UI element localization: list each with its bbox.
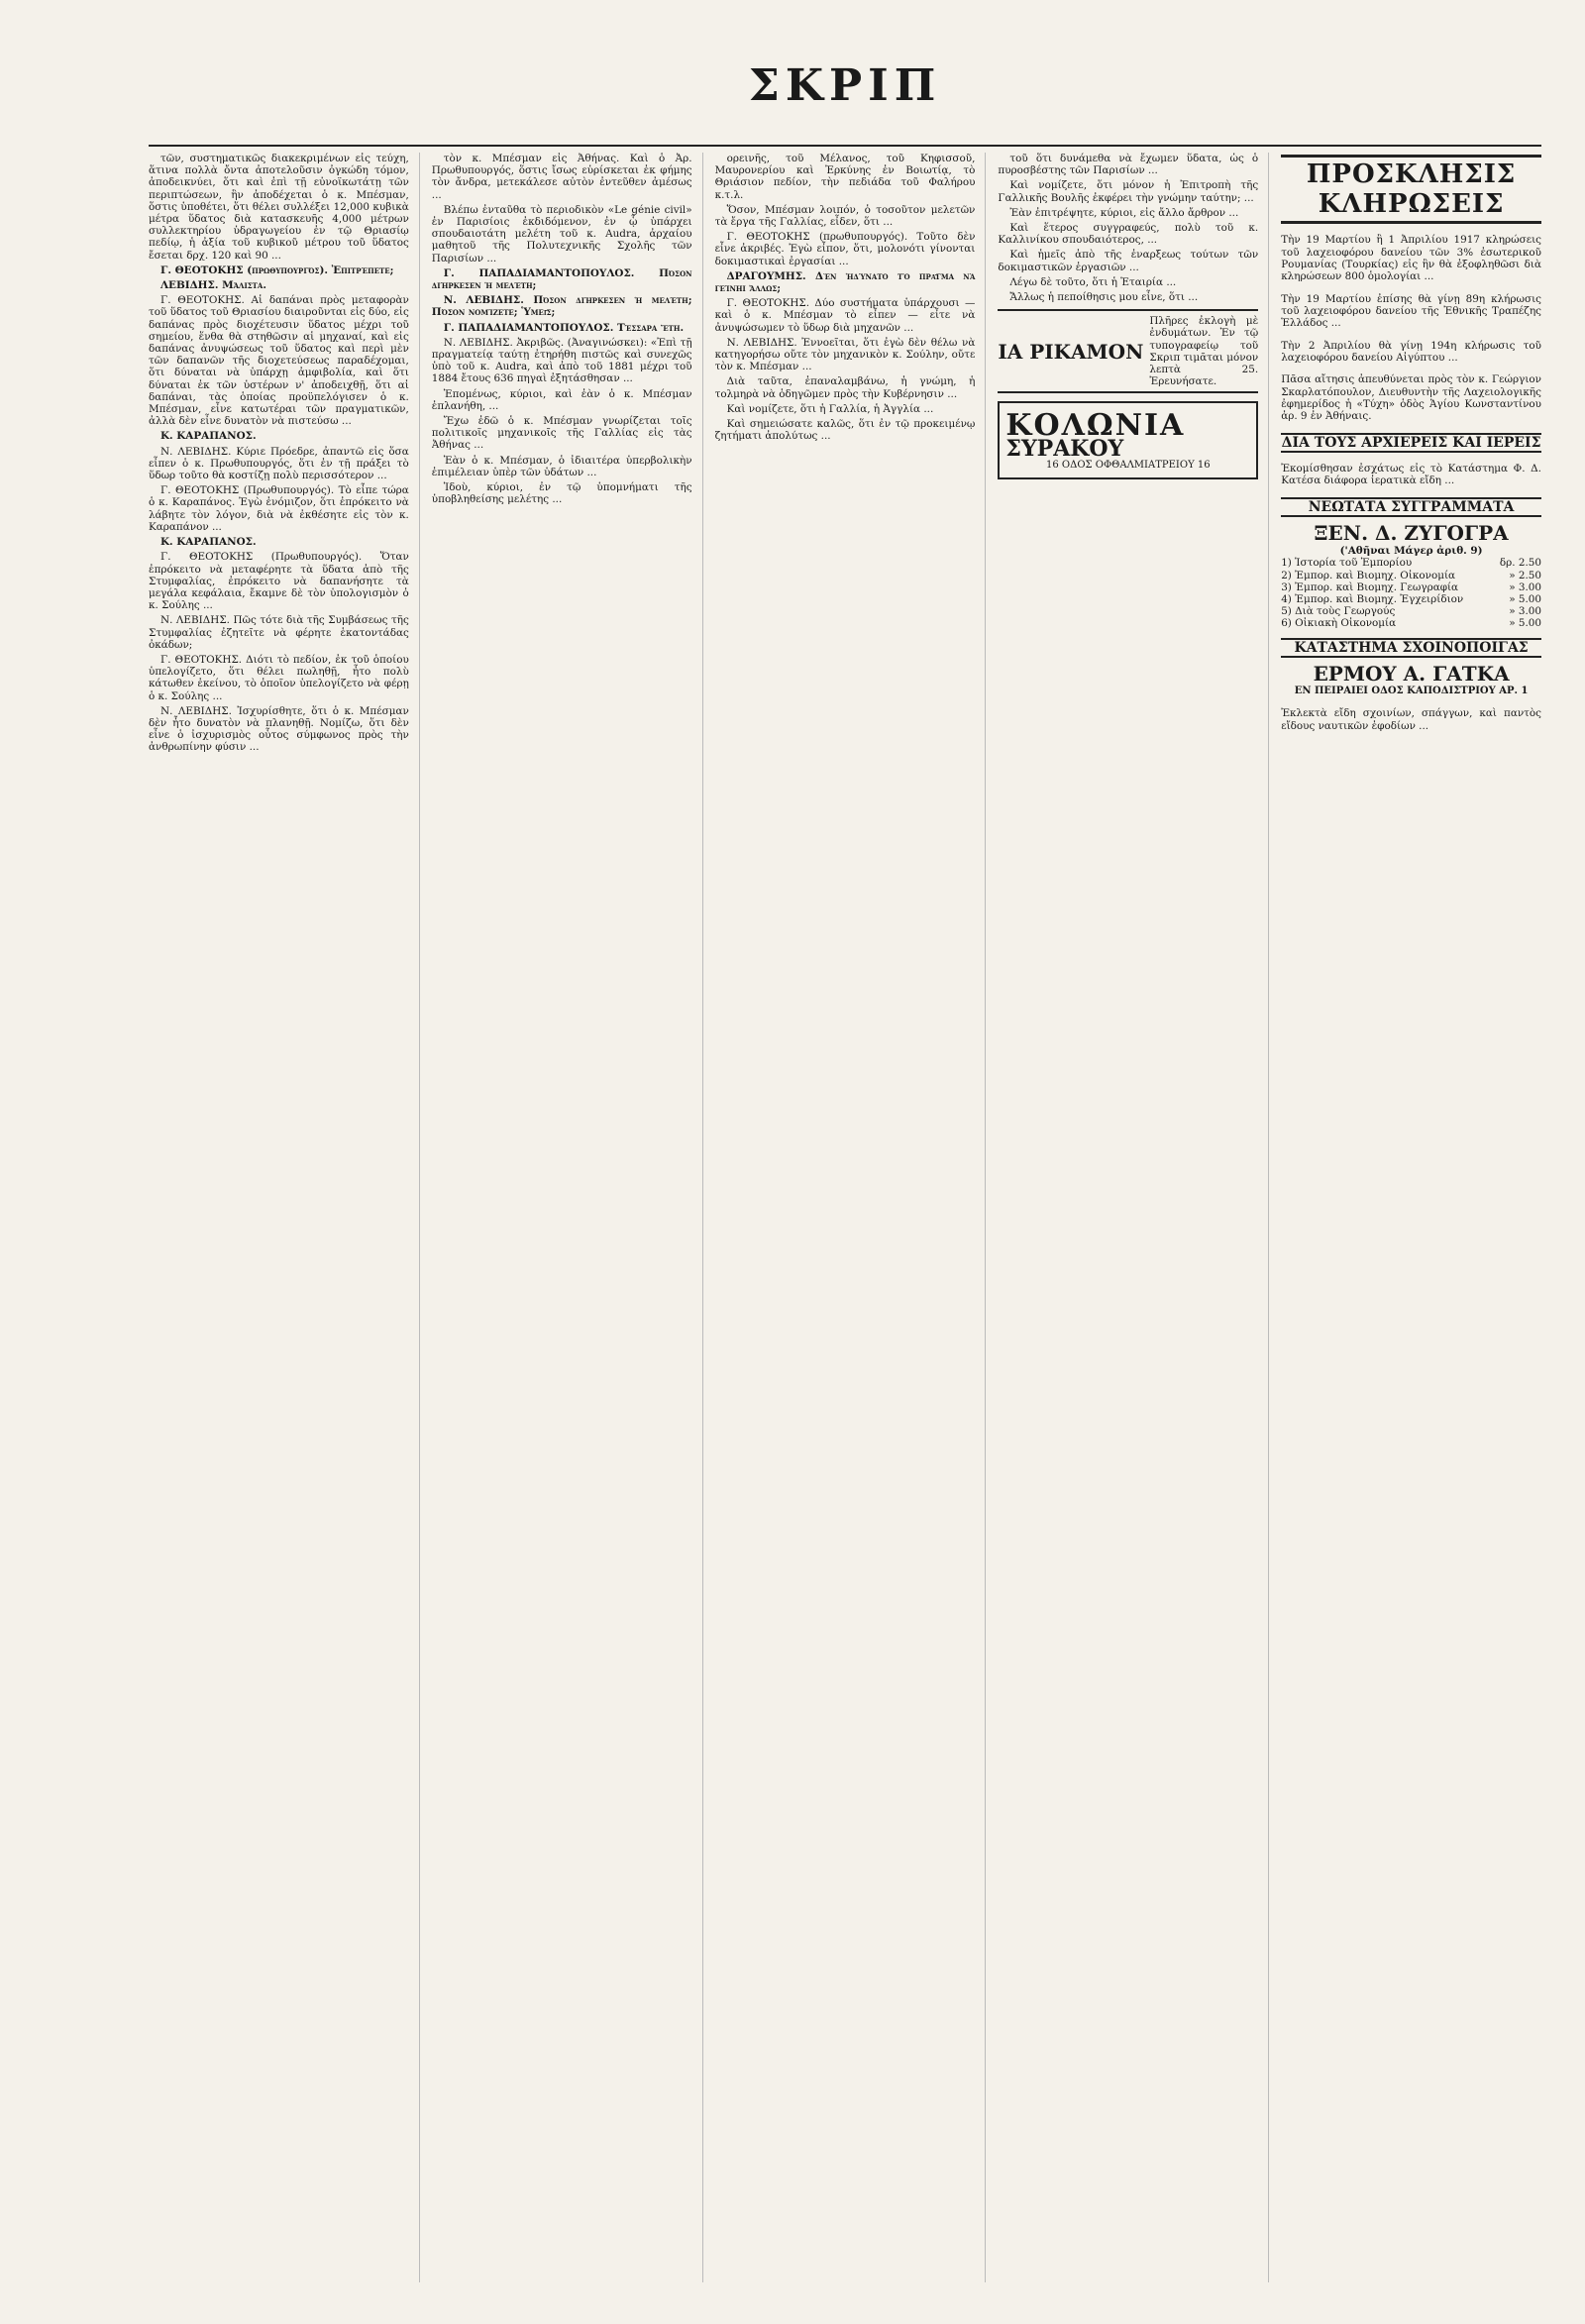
paragraph: Γ. ΘΕΟΤΟΚΗΣ. Διότι τὸ πεδίον, ἐκ τοῦ ὁποίου ὑπελογίζετο, ὅτι θέλει πωληθῇ, ἦτο πολὺ κάτωθεν ἐκείνου, τὸ ὁποῖον ὑπελογίζετο νὰ φέρῃ ὁ κ. Σούλης ... — [149, 653, 409, 702]
speaker-line: Ν. ΛΕΒΙΔΗΣ. Πόσον διήρκεσεν ἡ μελέτη; Πόσον νομίζετε; Ὑμεῖς; — [431, 294, 692, 319]
neotata-author: ΞΕΝ. Δ. ΖΥΓΟΓΡΑ — [1314, 521, 1509, 546]
paragraph: Ἔχω ἐδῶ ὁ κ. Μπέσμαν γνωρίζεται τοῖς πολιτικοῖς μηχανικοῖς τῆς Γαλλίας εἰς τὰς Ἀθήνας ... — [431, 415, 692, 452]
paragraph: Ἐκλεκτὰ εἴδη σχοινίων, σπάγγων, καὶ παντὸς εἴδους ναυτικῶν ἐφοδίων ... — [1281, 707, 1541, 732]
book-price: » 5.00 — [1509, 617, 1541, 630]
paragraph: Ἐπομένως, κύριοι, καὶ ἐὰν ὁ κ. Μπέσμαν ἐπλανήθη, ... — [431, 387, 692, 412]
sxoinopoiia-heading: ΚΑΤΑΣΤΗΜΑ ΣΧΟΙΝΟΠΟΙΓΑΣ — [1281, 638, 1541, 658]
paragraph: Γ. ΘΕΟΤΟΚΗΣ. Δύο συστήματα ὑπάρχουσι — καὶ ὁ κ. Μπέσμαν τὸ εἶπεν — εἶτε νὰ ἀνυψώσωμεν τὸ ὕδωρ διὰ μηχανῶν ... — [714, 297, 976, 334]
paragraph: Καὶ νομίζετε, ὅτι μόνον ἡ Ἐπιτροπὴ τῆς Γαλλικῆς Βουλῆς ἐκφέρει τὴν γνώμην ταύτην; ... — [998, 179, 1259, 204]
paragraph: τῶν, συστηματικῶς διακεκριμένων εἰς τεύχη, ἅτινα πολλὰ ὄντα ἀποτελοῦσιν ὀγκώδη τόμον, ἀποδεικνύει, ὅτι καὶ ἐπὶ τῇ εὐνοϊκωτάτῃ τῶν περιπτώσεων, ἣν ἀποδέχεται ὁ κ. Μπέσμαν, ὅστις ὑποθέτει, ὅτι θέλει συλλέξει 12,000 κυβικὰ μέτρα ὕδατος διὰ κατασκευῆς 4,000 μέτρων συλλεκτηρίου ὑδραγωγείου ἐν τῷ Θριασίῳ πεδίῳ, ἡ ἀξία τοῦ κυβικοῦ μέτρου τοῦ ὕδατος ἔσεται δρχ. 120 καὶ 90 ... — [149, 153, 409, 262]
paragraph: Ἰδοὺ, κύριοι, ἐν τῷ ὑπομνήματι τῆς ὑποβληθείσης μελέτης ... — [431, 481, 692, 506]
book-title: 4) Ἐμπορ. καὶ Βιομηχ. Ἐγχειρίδιον — [1281, 593, 1464, 605]
book-item — [1281, 617, 1541, 629]
kolonia-ad-name: ΚΟΛΩΝΙΑ — [1005, 408, 1186, 444]
paragraph: Ἐκομίσθησαν ἐσχάτως εἰς τὸ Κατάστημα Φ. Δ. Κατέσα διάφορα ἱερατικὰ εἴδη ... — [1281, 463, 1541, 487]
speaker-line: Κ. ΚΑΡΑΠΑΝΟΣ. — [160, 430, 257, 443]
masthead-title: ΣΚΡΙΠ — [748, 60, 942, 111]
speaker-line: Γ. ΠΑΠΑΔΙΑΜΑΝΤΟΠΟΥΛΟΣ. Πόσον διήρκεσεν ἡ μελέτη; — [431, 266, 692, 292]
book-title: 3) Ἐμπορ. καὶ Βιομηχ. Γεωγραφία — [1281, 581, 1459, 593]
paragraph: τὸν κ. Μπέσμαν εἰς Ἀθήνας. Καὶ ὁ Ἀρ. Πρωθυπουργός, ὅστις ἴσως εὑρίσκεται ἐκ φήμης τὸν ἄνδρα, μετεκάλεσε αὐτὸν ἐντεῦθεν ἀμέσως ... — [431, 153, 692, 201]
paragraph: Τὴν 2 Ἀπριλίου θὰ γίνῃ 194η κλήρωσις τοῦ λαχειοφόρου δανείου Αἰγύπτου ... — [1281, 339, 1541, 364]
column-3 — [715, 153, 987, 2282]
paragraph: Τὴν 19 Μαρτίου ἢ 1 Ἀπριλίου 1917 κληρώσεις τοῦ λαχειοφόρου δανείου τῶν 3% ἐσωτερικοῦ Ρουμανίας (Τουρκίας) εἰς ἣν θὰ ἐξοφληθῶσι διὰ κληρώσεων 800 ὁμολογίαι ... — [1281, 234, 1541, 282]
book-title: 6) Οἰκιακὴ Οἰκονομία — [1281, 617, 1397, 630]
book-price: » 3.00 — [1509, 581, 1541, 593]
paragraph: Τὴν 19 Μαρτίου ἐπίσης θὰ γίνῃ 89η κλήρωσις τοῦ λαχειοφόρου δανείου τῆς Ἐθνικῆς Τραπέζης Ἑλλάδος ... — [1281, 292, 1541, 329]
paragraph: Ν. ΛΕΒΙΔΗΣ. Κύριε Πρόεδρε, ἀπαντῶ εἰς ὅσα εἶπεν ὁ κ. Πρωθυπουργός, ὅτι ἐν τῇ πράξει τὸ ὕδωρ τοῦτο θὰ κοστίζῃ πολὺ περισσότερον ... — [149, 445, 409, 482]
paragraph: Ὅσον, Μπέσμαν λοιπόν, ὁ τοσοῦτον μελετῶν τὰ ἔργα τῆς Γαλλίας, εἶδεν, ὅτι ... — [714, 203, 976, 229]
sxoinopoiia-owner: ΕΡΜΟΥ Α. ΓΑΤΚΑ — [1313, 661, 1510, 686]
paragraph: Πᾶσα αἴτησις ἀπευθύνεται πρὸς τὸν κ. Γεώργιον Σκαρλατόπουλον, Διευθυντὴν τῆς Λαχειολογικῆς ἐφημερίδος ἡ «Τύχη» ὁδὸς Ἁγίου Κωνσταντίνου ἀρ. 9 ἐν Ἀθήναις. — [1281, 373, 1541, 422]
rikamo-ad — [998, 309, 1258, 393]
paragraph: Καὶ σημειώσατε καλῶς, ὅτι ἐν τῷ προκειμένῳ ζητήματι ἀπολύτως ... — [714, 418, 976, 443]
neotata-address: ('Αθῆναι Μάγερ ἀριθ. 9) — [1339, 545, 1483, 558]
advertisement-column — [1281, 153, 1541, 2282]
prosklisis-heading: ΠΡΟΣΚΛΗΣΙΣ ΚΛΗΡΩΣΕΙΣ — [1281, 155, 1541, 224]
column-4 — [998, 153, 1269, 2282]
kolonia-ad-title — [1005, 408, 1250, 463]
paragraph: τοῦ ὅτι δυνάμεθα νὰ ἔχωμεν ὕδατα, ὡς ὁ πυροσβέστης τῶν Παρισίων ... — [998, 153, 1259, 177]
book-price: » 2.50 — [1509, 569, 1541, 581]
paragraph: Γ. ΘΕΟΤΟΚΗΣ (πρωθυπουργός). Τοῦτο δὲν εἶνε ἀκριβές. Ἐγὼ εἶπον, ὅτι, μολονότι γίνονται δοκιμαστικαὶ ἐργασίαι ... — [714, 231, 976, 267]
paragraph: ορεινῆς, τοῦ Μέλανος, τοῦ Κηφισσοῦ, Μαυρονερίου καὶ Ἐρκύνης ἐν Βοιωτίᾳ, τὸ Θριάσιον πεδίον, τὴν πεδιάδα τοῦ Φαλήρου κ.τ.λ. — [714, 153, 976, 201]
rikamo-ad-text: Πλῆρες ἐκλογὴ μὲ ἐνδυμάτων. Ἐν τῷ τυπογραφείῳ τοῦ Σκριπ τιμᾶται μόνον λεπτὰ 25. Ἐρευνήσατε. — [1149, 315, 1259, 388]
paragraph: Ν. ΛΕΒΙΔΗΣ. Ἐννοεῖται, ὅτι ἐγὼ δὲν θέλω νὰ κατηγορήσω οὔτε τὸν μηχανικὸν κ. Σούλην, οὔτε τὸν κ. Μπέσμαν ... — [714, 336, 976, 373]
column-2 — [432, 153, 703, 2282]
column-1 — [149, 153, 420, 2282]
masthead — [149, 28, 1541, 145]
neotata-heading: ΝΕΩΤΑΤΑ ΣΥΓΓΡΑΜΜΑΤΑ — [1281, 497, 1541, 517]
book-item — [1281, 570, 1541, 581]
book-item — [1281, 605, 1541, 617]
kolonia-ad — [998, 401, 1258, 478]
paragraph: Γ. ΘΕΟΤΟΚΗΣ (Πρωθυπουργός). Τὸ εἶπε τώρα ὁ κ. Καραπάνος. Ἐγὼ ἐνόμιζον, ὅτι ἐπρόκειτο νὰ λάβητε τὸν λόγον, διὰ νὰ ἐκθέσητε εἰς τὸν κ. Καραπάνον ... — [149, 484, 409, 533]
book-item — [1281, 593, 1541, 605]
rikamo-ad-name: ΙΑ ΡΙΚΑΜΟΝ — [998, 339, 1144, 364]
paragraph: Ἐὰν ὁ κ. Μπέσμαν, ὁ ἰδιαιτέρα ὑπερβολικὴν ἐπιμέλειαν ὑπὲρ τῶν ὑδάτων ... — [431, 454, 692, 478]
book-item — [1281, 557, 1541, 569]
paragraph: Λέγω δὲ τοῦτο, ὅτι ἡ Ἑταιρία ... — [1009, 275, 1177, 288]
archiereis-heading: ΔΙΑ ΤΟΥΣ ΑΡΧΙΕΡΕΙΣ ΚΑΙ ΙΕΡΕΙΣ — [1281, 433, 1541, 453]
paragraph: Γ. ΘΕΟΤΟΚΗΣ (Πρωθυπουργός). Ὅταν ἐπρόκειτο νὰ μεταφέρητε τὰ ὕδατα ἀπὸ τῆς Στυμφαλίας, ἐπρόκειτο νὰ δαπανήσητε τὰ μεγάλα κεφάλαια, ἔκαμνε δὲ τὸν ὑπολογισμὸν ὁ κ. Σούλης ... — [149, 551, 409, 612]
article-columns — [149, 153, 1541, 2282]
paragraph: Γ. ΘΕΟΤΟΚΗΣ. Αἱ δαπάναι πρὸς μεταφορὰν τοῦ ὕδατος τοῦ Θριασίου διαιροῦνται εἰς δύο, εἰς δαπάνας πρὸς διοχέτευσιν ὕδατος μέχρι τοῦ σημείου, ἕνθα θὰ στηθῶσιν αἱ μηχαναί, καὶ εἰς δαπάνας ἀνυψώσεως τοῦ ὕδατος καὶ περὶ μὲν τῶν δαπανῶν τῆς διοχετεύσεως παραδέχομαι, ὅτι δύναται νὰ ὑπάρχῃ ἀμφιβολία, καὶ ὅτι δύναται ἐκ τῶν ὑστέρων ν' ἀποδειχθῇ, ὅτι αἱ δαπάναι, τὰς ὁποίας προϋπελόγισεν ὁ κ. Μπέσμαν, εἶνε κατωτέραι τῶν πραγματικῶν, ἀλλὰ δὲν εἶνε δυνατὸν νὰ πιστεύσω ... — [149, 294, 409, 428]
speaker-line: Γ. ΘΕΟΤΟΚΗΣ (πρωθυπουργός). Ἐπιτρέπετε; — [160, 264, 394, 276]
sxoinopoiia-address: ΕΝ ΠΕΙΡΑΙΕΙ ΟΔΟΣ ΚΑΠΟΔΙΣΤΡΙΟΥ ΑΡ. 1 — [1294, 685, 1529, 696]
speaker-line: Κ. ΚΑΡΑΠΑΝΟΣ. — [160, 536, 257, 549]
paragraph: Ν. ΛΕΒΙΔΗΣ. Ἀκριβῶς. (Ἀναγινώσκει): «Ἐπὶ τῇ πραγματείᾳ ταύτῃ ἐτηρήθη πιστῶς καὶ συνεχῶς ὑπὸ τοῦ κ. Audra, καὶ ἀπὸ τοῦ 1881 μέχρι τοῦ 1884 ἔτους 636 πηγαὶ ἐξητάσθησαν ... — [431, 336, 692, 385]
kolonia-ad-brand: ΣΥΡΑΚΟΥ — [1005, 436, 1124, 463]
paragraph: Διὰ ταῦτα, ἐπαναλαμβάνω, ἡ γνώμη, ἡ τολμηρὰ νὰ ὁδηγῶμεν πρὸς τὴν Κυβέρνησιν ... — [714, 375, 976, 400]
book-price: » 3.00 — [1509, 605, 1541, 618]
paragraph: Βλέπω ἐνταῦθα τὸ περιοδικὸν «Le génie civil» ἐν Παρισίοις ἐκδιδόμενον, ἐν ᾧ ὑπάρχει σπουδαιοτάτη μελέτη τοῦ κ. Audra, ἀρχαίου μαθητοῦ τῆς Πολυτεχνικῆς Σχολῆς τῶν Παρισίων ... — [431, 203, 692, 264]
kolonia-ad-address: 16 ΟΔΟΣ ΟΦΘΑΛΜΙΑΤΡΕΙΟΥ 16 — [1046, 459, 1211, 471]
book-price: » 5.00 — [1509, 593, 1541, 605]
book-title: 1) Ἱστορία τοῦ Ἐμπορίου — [1281, 557, 1413, 570]
book-title: 5) Διὰ τοὺς Γεωργούς — [1281, 605, 1396, 618]
paragraph: Ἄλλως ἡ πεποίθησις μου εἶνε, ὅτι ... — [1009, 291, 1199, 304]
speaker-line: ΔΡΑΓΟΥΜΗΣ. Δὲν ἠδύνατο τὸ πρᾶγμα νὰ γείνῃ ἄλλως; — [714, 269, 976, 295]
paragraph: Καὶ νομίζετε, ὅτι ἡ Γαλλία, ἡ Ἀγγλία ... — [726, 402, 934, 415]
speaker-line: Γ. ΠΑΠΑΔΙΑΜΑΝΤΟΠΟΥΛΟΣ. Τέσσαρα ἔτη. — [443, 321, 685, 334]
book-title: 2) Ἐμπορ. καὶ Βιομηχ. Οἰκονομία — [1281, 569, 1456, 581]
book-list — [1281, 557, 1541, 629]
paragraph: Καὶ ἕτερος συγγραφεύς, πολὺ τοῦ κ. Καλλινίκου σπουδαιότερος, ... — [998, 222, 1259, 247]
book-item — [1281, 581, 1541, 593]
paragraph: Ἐὰν ἐπιτρέψητε, κύριοι, εἰς ἄλλο ἄρθρον ... — [1009, 206, 1239, 219]
paragraph: Ν. ΛΕΒΙΔΗΣ. Ἰσχυρίσθητε, ὅτι ὁ κ. Μπέσμαν δὲν ἦτο δυνατὸν νὰ πλανηθῇ. Νομίζω, ὅτι δὲν εἶνε ὁ ἰσχυρισμὸς οὗτος σύμφωνος πρὸς τὴν ἀνθρωπίνην φύσιν ... — [149, 704, 409, 754]
book-price: δρ. 2.50 — [1499, 557, 1541, 570]
paragraph: Ν. ΛΕΒΙΔΗΣ. Πῶς τότε διὰ τῆς Συμβάσεως τῆς Στυμφαλίας ἐζητεῖτε νὰ φέρητε ἑκατοντάδας ὀκάδων; — [149, 614, 409, 651]
speaker-line: ΛΕΒΙΔΗΣ. Μάλιστα. — [160, 279, 266, 292]
masthead-rule — [149, 145, 1541, 147]
paragraph: Καὶ ἡμεῖς ἀπὸ τῆς ἐναρξεως τούτων τῶν δοκιμαστικῶν ἐργασιῶν ... — [998, 249, 1259, 273]
